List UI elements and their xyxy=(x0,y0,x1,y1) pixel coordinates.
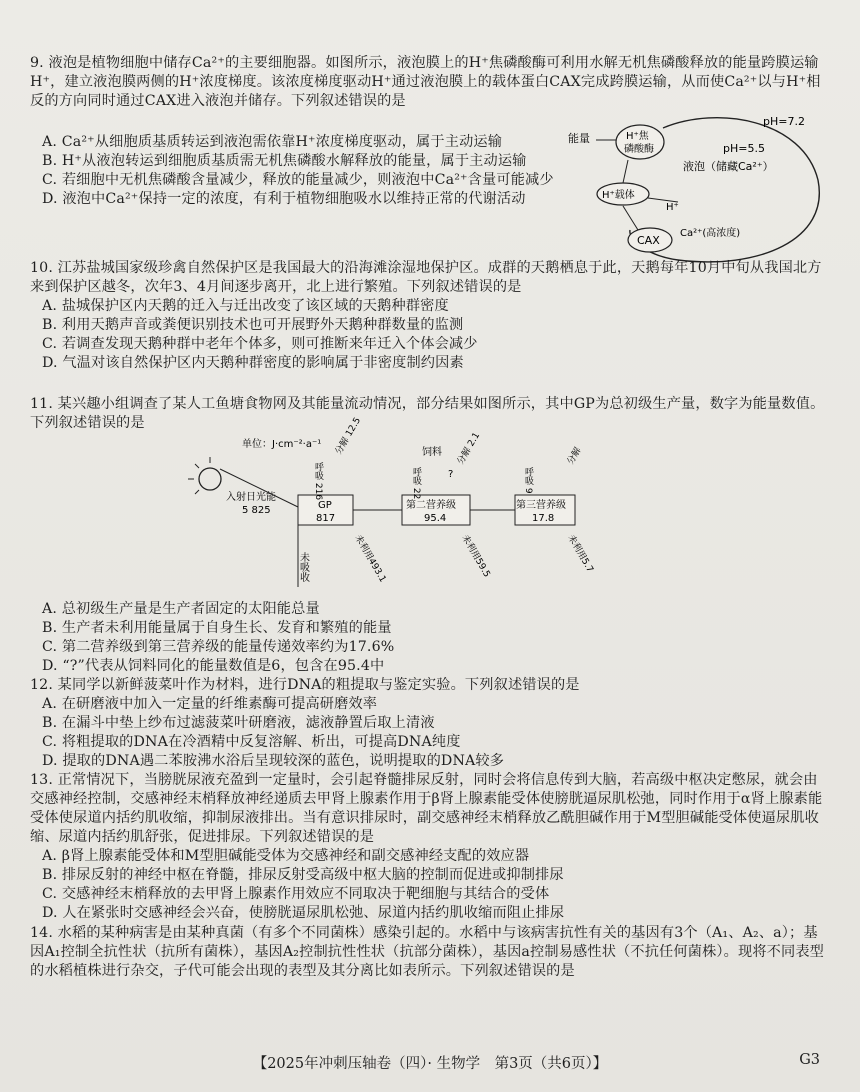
unused3-label: 未利用5.7 xyxy=(565,533,595,575)
level2-value: 95.4 xyxy=(424,513,447,524)
q11-energy-flow-figure xyxy=(190,416,710,597)
q11-option-b[interactable]: B. 生产者未利用能量属于自身生长、发育和繁殖的能量 xyxy=(42,620,392,636)
q10-option-d[interactable]: D. 气温对该自然保护区内天鹅种群密度的影响属于非密度制约因素 xyxy=(42,355,464,371)
h-out-arrow xyxy=(648,198,678,202)
q10-stem: 10. 江苏盐城国家级珍禽自然保护区是我国最大的沿海滩涂湿地保护区。成群的天鹅栖息于此，天鹅每年10月中旬从我国北方来到保护区越冬，次年3、4月间逐步离开，北上进行繁殖。下列叙述错误的是 xyxy=(30,260,822,295)
carrier-to-cax-arrow xyxy=(623,206,638,230)
decomp2-label: 分解 2.1 xyxy=(455,431,483,467)
q10-option-c[interactable]: C. 若调查发现天鹅种群中老年个体多，则可推断来年迁入个体会减少 xyxy=(42,336,478,352)
question-11 xyxy=(30,395,830,433)
q13-option-d[interactable]: D. 人在紧张时交感神经会兴奋，使膀胱逼尿肌松弛、尿道内括约肌收缩而阻止排尿 xyxy=(42,905,565,921)
vacuole-label: 液泡（储藏Ca²⁺） xyxy=(683,160,774,173)
sun-ray-icon xyxy=(195,490,199,494)
page-footer xyxy=(0,1052,860,1073)
feed-label: 饲料 xyxy=(422,447,442,458)
unused2-label: 未利用59.5 xyxy=(459,533,492,580)
vacuole-diagram xyxy=(568,110,828,270)
q11-stem: 11. 某兴趣小组调查了某人工鱼塘食物网及其能量流动情况，部分结果如图所示，其中GP为总初级生产量，数字为能量数值。下列叙述错误的是 xyxy=(30,396,825,431)
footer-text: 【2025年冲刺压轴卷（四）· 生物学 第3页（共6页）】 xyxy=(252,1056,608,1072)
energy-flow-diagram xyxy=(190,416,710,597)
h-plus-label: H⁺ xyxy=(666,202,679,213)
q13-stem: 13. 正常情况下，当膀胱尿液充盈到一定量时，会引起脊髓排尿反射，同时会将信息传到大脑，若高级中枢决定憋尿，就会由交感神经控制，交感神经末梢释放神经递质去甲肾上腺素作用于β肾上腺素能受体使膀胱逼尿肌松弛，同时作用于α肾上腺素能受体使尿道内括约肌收缩，抑制尿液排出。当有意识排尿时，副交感神经末梢释放乙酰胆碱作用于M型胆碱能受体使逼尿肌收缩、尿道内括约肌舒张，促进排尿。下列叙述错误的是 xyxy=(30,772,823,845)
q12-option-c[interactable]: C. 将粗提取的DNA在冷酒精中反复溶解、析出，可提高DNA纯度 xyxy=(42,734,461,750)
decomp3-label: 分解 xyxy=(565,445,584,467)
ph-out-label: pH=7.2 xyxy=(763,115,805,128)
q10-option-b[interactable]: B. 利用天鹅声音或粪便识别技术也可开展野外天鹅种群数量的监测 xyxy=(42,317,464,333)
carrier-label: H⁺载体 xyxy=(602,190,635,201)
ph-in-label: pH=5.5 xyxy=(723,142,765,155)
q11-options xyxy=(30,600,830,676)
unabsorbed-label: 未吸收 xyxy=(297,552,309,582)
feed-question-mark: ? xyxy=(448,469,454,480)
cax-label: CAX xyxy=(637,234,660,247)
question-12 xyxy=(30,676,830,771)
unit-label: 单位：J·cm⁻²·a⁻¹ xyxy=(242,439,322,450)
gp-value: 817 xyxy=(316,513,336,524)
q12-option-a[interactable]: A. 在研磨液中加入一定量的纤维素酶可提高研磨效率 xyxy=(42,696,378,712)
q9-options xyxy=(30,133,565,209)
question-9 xyxy=(30,54,830,111)
q11-option-c[interactable]: C. 第二营养级到第三营养级的能量传递效率约为17.6% xyxy=(42,639,395,655)
level3-value: 17.8 xyxy=(532,513,555,524)
q10-option-a[interactable]: A. 盐城保护区内天鹅的迁入与迁出改变了该区域的天鹅种群密度 xyxy=(42,298,449,314)
pump-label-2: 磷酸酶 xyxy=(624,144,654,155)
question-14 xyxy=(30,924,830,981)
q13-option-b[interactable]: B. 排尿反射的神经中枢在脊髓，排尿反射受高级中枢大脑的控制而促进或抑制排尿 xyxy=(42,867,564,883)
pump-label-1: H⁺焦 xyxy=(626,131,649,142)
decomp1-label: 分解 12.5 xyxy=(333,416,364,457)
ca-high-label: Ca²⁺(高浓度) xyxy=(680,228,741,239)
unused1-label: 未利用493.1 xyxy=(352,533,388,585)
q9-stem: 9. 液泡是植物细胞中储存Ca²⁺的主要细胞器。如图所示，液泡膜上的H⁺焦磷酸酶可利用水解无机焦磷酸释放的能量跨膜运输H⁺，建立液泡膜两侧的H⁺浓度梯度。该浓度梯度驱动H⁺通过液泡膜上的载体蛋白CAX完成跨膜运输，从而使Ca²⁺以与H⁺相反的方向同时通过CAX进入液泡并储存。下列叙述错误的是 xyxy=(30,55,821,109)
sun-icon xyxy=(199,468,221,490)
gp-label: GP xyxy=(318,500,332,511)
q13-option-c[interactable]: C. 交感神经末梢释放的去甲肾上腺素作用效应不同取决于靶细胞与其结合的受体 xyxy=(42,886,550,902)
level2-label: 第二营养级 xyxy=(406,500,456,511)
q13-option-a[interactable]: A. β肾上腺素能受体和M型胆碱能受体为交感神经和副交感神经支配的效应器 xyxy=(42,848,530,864)
resp1-label: 呼吸 216 xyxy=(313,462,323,501)
resp3-label: 呼吸 9 xyxy=(523,467,533,494)
q9-option-c[interactable]: C. 若细胞中无机焦磷酸含量减少，释放的能量减少，则液泡中Ca²⁺含量可能减少 xyxy=(42,172,554,188)
pump-to-carrier-arrow xyxy=(623,160,628,183)
energy-label: 能量 xyxy=(568,132,590,145)
sun-ray-icon xyxy=(195,464,199,468)
sunlight-label: 入射日光能 xyxy=(226,492,276,503)
q9-figure xyxy=(568,110,828,270)
question-10 xyxy=(30,259,830,373)
q14-stem: 14. 水稻的某种病害是由某种真菌（有多个不同菌株）感染引起的。水稻中与该病害抗性有关的基因有3个（A₁、A₂、a）；基因A₁控制全抗性状（抗所有菌株），基因A₂控制抗性性状（抗部分菌株），基因a控制易感性状（不抗任何菌株）。现将不同表型的水稻植株进行杂交，子代可能会出现的表型及其分离比如表所示。下列叙述错误的是 xyxy=(30,925,825,979)
q12-option-d[interactable]: D. 提取的DNA遇二苯胺沸水浴后呈现较深的蓝色，说明提取的DNA较多 xyxy=(42,753,505,769)
q12-stem: 12. 某同学以新鲜菠菜叶作为材料，进行DNA的粗提取与鉴定实验。下列叙述错误的是 xyxy=(30,677,580,693)
sunlight-value: 5 825 xyxy=(242,505,271,516)
q12-option-b[interactable]: B. 在漏斗中垫上纱布过滤菠菜叶研磨液，滤液静置后取上清液 xyxy=(42,715,435,731)
level3-label: 第三营养级 xyxy=(516,500,566,511)
question-13 xyxy=(30,771,830,923)
q9-option-a[interactable]: A. Ca²⁺从细胞质基质转运到液泡需依靠H⁺浓度梯度驱动，属于主动运输 xyxy=(42,134,503,150)
q11-option-a[interactable]: A. 总初级生产量是生产者固定的太阳能总量 xyxy=(42,601,320,617)
q11-option-d[interactable]: D. “?”代表从饲料同化的能量数值是6，包含在95.4中 xyxy=(42,658,385,674)
resp2-label: 呼吸 22 xyxy=(411,467,421,500)
q9-option-d[interactable]: D. 液泡中Ca²⁺保持一定的浓度，有利于植物细胞吸水以维持正常的代谢活动 xyxy=(42,191,526,207)
page-code: G3 xyxy=(799,1052,820,1068)
q9-option-b[interactable]: B. H⁺从液泡转运到细胞质基质需无机焦磷酸水解释放的能量，属于主动运输 xyxy=(42,153,527,169)
